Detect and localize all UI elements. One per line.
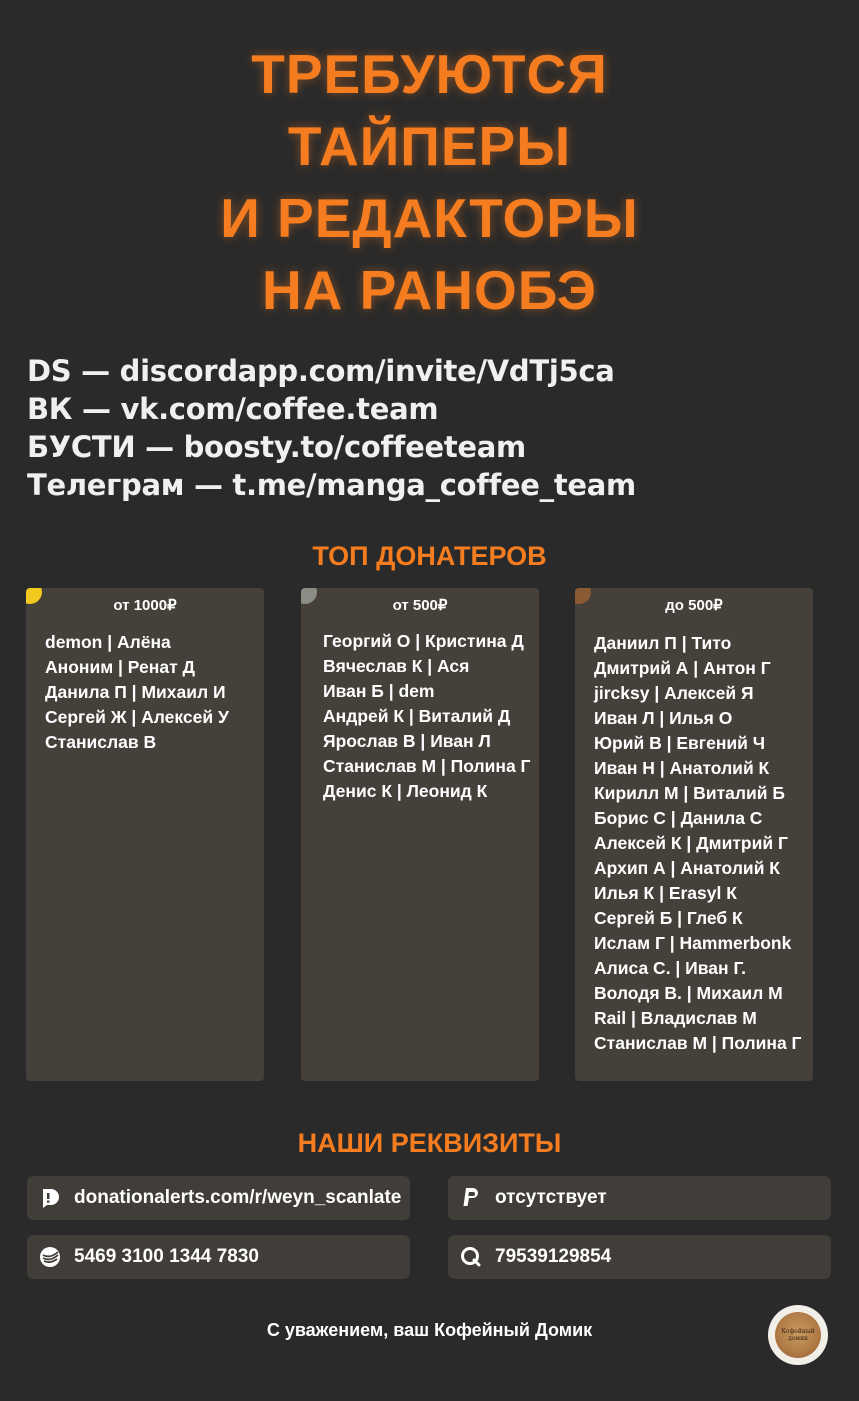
donor-name: Юрий В | Евгений Ч	[594, 733, 766, 753]
donor-name: Алексей К | Дмитрий Г	[594, 833, 788, 853]
link-boosty[interactable]: БУСТИ — boosty.to/coffeeteam	[27, 430, 526, 464]
donor-name: Андрей К | Виталий Д	[323, 706, 511, 726]
donor-name: Володя В. | Михаил М	[594, 983, 783, 1003]
tier-label: от 1000₽	[113, 597, 177, 614]
tier-label: от 500₽	[392, 597, 448, 614]
paypal-text: отсутствует	[495, 1187, 607, 1208]
coffee-house-logo	[768, 1305, 828, 1365]
donor-name: demon | Алёна	[45, 632, 171, 652]
donor-name: Иван Б | dem	[323, 681, 435, 701]
donor-list	[594, 631, 801, 1056]
paypal-icon	[459, 1186, 483, 1210]
tier-label: до 500₽	[665, 597, 723, 614]
donor-name: Георгий О | Кристина Д	[323, 631, 524, 651]
donor-name: Иван Л | Илья О	[594, 708, 733, 728]
headline-line-4: НА РАНОБЭ	[261, 259, 598, 321]
logo-text: Кофейный домик	[775, 1312, 821, 1358]
donor-name: Сергей Б | Глеб К	[594, 908, 743, 928]
donor-name: Архип А | Анатолий К	[594, 858, 780, 878]
donor-name: Денис К | Леонид К	[323, 781, 488, 801]
donor-name: jircksy | Алексей Я	[594, 683, 754, 703]
donor-name: Илья К | Erasyl К	[594, 883, 737, 903]
donor-name: Станислав М | Полина Г	[594, 1033, 802, 1053]
donor-name: Дмитрий А | Антон Г	[594, 658, 771, 678]
donor-name: Борис С | Данила С	[594, 808, 763, 828]
donationalerts-icon	[38, 1186, 62, 1210]
qiwi-icon	[459, 1245, 483, 1269]
donor-name: Ислам Г | Hammerbonk	[594, 933, 792, 953]
donors-title: ТОП ДОНАТЕРОВ	[312, 541, 547, 571]
sberbank-card-number: 5469 3100 1344 7830	[74, 1246, 259, 1267]
donor-name: Иван Н | Анатолий К	[594, 758, 770, 778]
link-telegram[interactable]: Телеграм — t.me/manga_coffee_team	[27, 468, 636, 502]
donationalerts-requisite[interactable]	[27, 1176, 410, 1220]
headline-line-3: И РЕДАКТОРЫ	[220, 187, 639, 249]
donor-name: Данила П | Михаил И	[45, 682, 226, 702]
donor-name: Алиса С. | Иван Г.	[594, 958, 747, 978]
contact-links	[27, 352, 837, 504]
headline	[0, 38, 859, 326]
donor-name: Сергей Ж | Алексей У	[45, 707, 229, 727]
requisites-title: НАШИ РЕКВИЗИТЫ	[297, 1128, 562, 1158]
donor-card-tier-2	[301, 588, 539, 1081]
donor-card-tier-1	[26, 588, 264, 1081]
sberbank-requisite[interactable]	[27, 1235, 410, 1279]
paypal-requisite[interactable]	[448, 1176, 831, 1220]
donor-name: Станислав М | Полина Г	[323, 756, 531, 776]
qiwi-number: 79539129854	[495, 1246, 612, 1267]
headline-line-2: ТАЙПЕРЫ	[287, 115, 572, 177]
donationalerts-text: donationalerts.com/r/weyn_scanlate	[74, 1187, 402, 1208]
qiwi-requisite[interactable]	[448, 1235, 831, 1279]
donor-name: Вячеслав К | Ася	[323, 656, 470, 676]
donor-name: Станислав В	[45, 732, 157, 752]
link-vk[interactable]: ВК — vk.com/coffee.team	[27, 392, 439, 426]
link-discord[interactable]: DS — discordapp.com/invite/VdTj5ca	[27, 354, 615, 388]
footer-text: С уважением, ваш Кофейный Домик	[266, 1320, 593, 1340]
donor-card-tier-3	[575, 588, 813, 1081]
headline-line-1: ТРЕБУЮТСЯ	[251, 43, 608, 105]
donor-name: Rail | Владислав М	[594, 1008, 757, 1028]
donor-list	[45, 630, 229, 755]
donor-list	[323, 629, 530, 804]
donor-name: Кирилл М | Виталий Б	[594, 783, 785, 803]
donor-name: Даниил П | Тито	[594, 633, 732, 653]
donor-name: Аноним | Ренат Д	[45, 657, 195, 677]
donor-name: Ярослав В | Иван Л	[323, 731, 491, 751]
sberbank-icon	[38, 1245, 62, 1269]
